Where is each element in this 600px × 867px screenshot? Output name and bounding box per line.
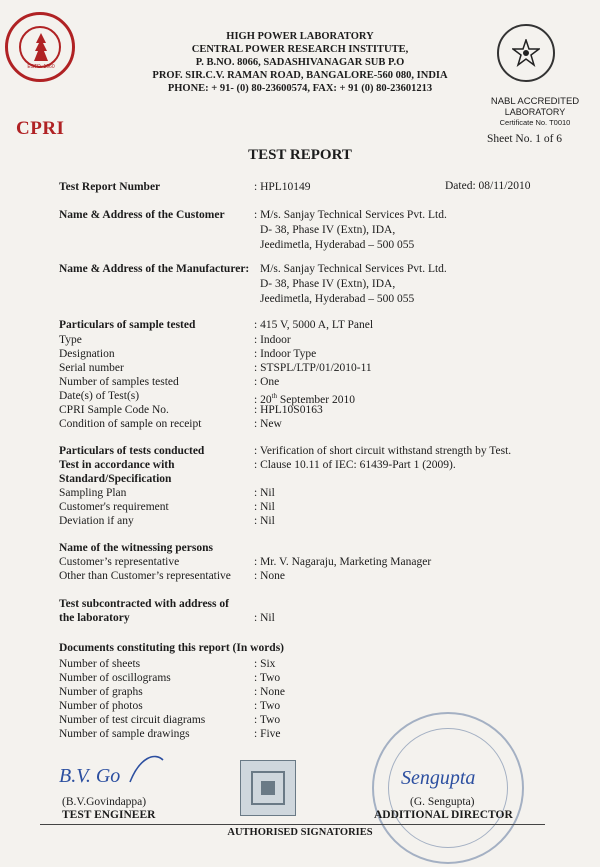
tests-row-value: : Nil bbox=[254, 515, 275, 527]
documents-row-label: Number of photos bbox=[59, 700, 143, 712]
left-signature-text: B.V. Go bbox=[59, 765, 121, 787]
tests-row-value: : Nil bbox=[254, 501, 275, 513]
sample-row-label: Designation bbox=[59, 348, 115, 360]
right-signatory-name: (G. Sengupta) bbox=[410, 796, 475, 808]
left-signature-flourish bbox=[130, 756, 163, 782]
report-number-label: Test Report Number bbox=[59, 181, 161, 193]
sample-heading-value: : 415 V, 5000 A, LT Panel bbox=[254, 319, 374, 331]
documents-row-value: : Five bbox=[254, 728, 281, 740]
tests-row-label: Customer's requirement bbox=[59, 501, 169, 513]
manufacturer-line: M/s. Sanjay Technical Services Pvt. Ltd. bbox=[260, 263, 447, 275]
manufacturer-line: Jeedimetla, Hyderabad – 500 055 bbox=[260, 293, 415, 305]
manufacturer-label: Name & Address of the Manufacturer: bbox=[59, 263, 250, 275]
subcontract-label: the laboratory bbox=[59, 612, 130, 624]
witness-row-label: Customer’s representative bbox=[59, 556, 180, 568]
sample-row-value: : HPL10S0163 bbox=[254, 404, 323, 416]
subcontract-value: : Nil bbox=[254, 612, 275, 624]
sample-heading: Particulars of sample tested bbox=[59, 319, 196, 331]
page-title: TEST REPORT bbox=[248, 147, 352, 163]
institute-name: CENTRAL POWER RESEARCH INSTITUTE, bbox=[191, 44, 409, 55]
report-date: Dated: 08/11/2010 bbox=[445, 180, 531, 192]
hpl-stamp bbox=[240, 760, 296, 816]
documents-row-label: Number of sample drawings bbox=[59, 728, 190, 740]
right-signatory-title: ADDITIONAL DIRECTOR bbox=[374, 809, 513, 821]
documents-row-value: : Two bbox=[254, 700, 281, 712]
nabl-certificate: Certificate No. T0010 bbox=[499, 118, 571, 127]
customer-label: Name & Address of the Customer bbox=[59, 209, 225, 221]
cpri-logo-text: CPRI bbox=[16, 118, 65, 139]
nabl-accredited: NABL ACCREDITED bbox=[490, 96, 580, 107]
documents-row-value: : Two bbox=[254, 714, 281, 726]
sample-row-label: Number of samples tested bbox=[59, 376, 179, 388]
standard-value: : Clause 10.11 of IEC: 61439-Part 1 (2009). bbox=[254, 459, 456, 471]
institute-po: P. B.NO. 8066, SADASHIVANAGAR SUB P.O bbox=[195, 57, 405, 68]
documents-row-value: : Six bbox=[254, 658, 276, 670]
tests-row-label: Sampling Plan bbox=[59, 487, 127, 499]
witness-heading: Name of the witnessing persons bbox=[59, 542, 213, 554]
witness-row-value: : None bbox=[254, 570, 285, 582]
witness-row-label: Other than Customer’s representative bbox=[59, 570, 231, 582]
customer-line: : M/s. Sanjay Technical Services Pvt. Ltd. bbox=[254, 209, 447, 221]
cpri-emblem-icon bbox=[30, 33, 52, 61]
footer-divider bbox=[40, 824, 545, 825]
sample-row-label: Serial number bbox=[59, 362, 124, 374]
sample-row-value: : Indoor bbox=[254, 334, 291, 346]
documents-row-label: Number of graphs bbox=[59, 686, 143, 698]
authorised-signatories: AUTHORISED SIGNATORIES bbox=[227, 827, 373, 838]
customer-line: D- 38, Phase IV (Extn), IDA, bbox=[260, 224, 396, 236]
right-signature bbox=[395, 752, 515, 798]
sample-row-value: : One bbox=[254, 376, 280, 388]
test-date-month: September 2010 bbox=[277, 393, 355, 406]
sample-row-value: : New bbox=[254, 418, 282, 430]
institute-road: PROF. SIR.C.V. RAMAN ROAD, BANGALORE-560 080, INDIA bbox=[152, 70, 448, 81]
sample-row-label: Type bbox=[59, 334, 82, 346]
cpri-seal-logo bbox=[5, 12, 75, 82]
left-signatory-name: (B.V.Govindappa) bbox=[62, 796, 147, 808]
sheet-number: Sheet No. 1 of 6 bbox=[487, 133, 563, 145]
nabl-laboratory: LABORATORY bbox=[504, 107, 566, 117]
tests-heading-value: : Verification of short circuit withstand strength by Test. bbox=[254, 445, 512, 457]
witness-row-value: : Mr. V. Nagaraju, Marketing Manager bbox=[254, 556, 432, 568]
sample-row-label: Condition of sample on receipt bbox=[59, 418, 202, 430]
manufacturer-line: D- 38, Phase IV (Extn), IDA, bbox=[260, 278, 396, 290]
sample-row-label: CPRI Sample Code No. bbox=[59, 404, 169, 416]
sample-row-value: : Indoor Type bbox=[254, 348, 317, 360]
documents-row-label: Number of test circuit diagrams bbox=[59, 714, 206, 726]
nabl-logo bbox=[497, 24, 555, 82]
documents-row-label: Number of sheets bbox=[59, 658, 141, 670]
test-date-day: : 20 bbox=[254, 393, 272, 406]
left-signature bbox=[55, 752, 175, 798]
test-date-suffix: th bbox=[271, 392, 278, 400]
nabl-star-icon bbox=[512, 39, 540, 67]
sample-row-value: : STSPL/LTP/01/2010-11 bbox=[254, 362, 372, 374]
documents-heading: Documents constituting this report (In words) bbox=[59, 642, 284, 654]
lab-name: HIGH POWER LABORATORY bbox=[226, 31, 374, 42]
tests-row-value: : Nil bbox=[254, 487, 275, 499]
seal-year-text: ESTD. 1960 bbox=[27, 64, 55, 70]
subcontract-label: Test subcontracted with address of bbox=[59, 598, 229, 610]
institute-phone: PHONE: + 91- (0) 80-23600574, FAX: + 91 (0) 80-23601213 bbox=[167, 83, 433, 94]
right-signature-text: Sengupta bbox=[401, 767, 476, 789]
documents-row-value: : Two bbox=[254, 672, 281, 684]
customer-line: Jeedimetla, Hyderabad – 500 055 bbox=[260, 239, 415, 251]
tests-row-label: Deviation if any bbox=[59, 515, 134, 527]
report-number-value: : HPL10149 bbox=[254, 181, 311, 193]
left-signatory-title: TEST ENGINEER bbox=[62, 809, 156, 821]
sample-row-label: Date(s) of Test(s) bbox=[59, 390, 140, 402]
hpl-stamp-core bbox=[261, 781, 275, 795]
documents-row-value: : None bbox=[254, 686, 285, 698]
standard-label: Standard/Specification bbox=[59, 473, 172, 485]
tests-heading: Particulars of tests conducted bbox=[59, 445, 205, 457]
documents-row-label: Number of oscillograms bbox=[59, 672, 171, 684]
standard-label: Test in accordance with bbox=[59, 459, 175, 471]
